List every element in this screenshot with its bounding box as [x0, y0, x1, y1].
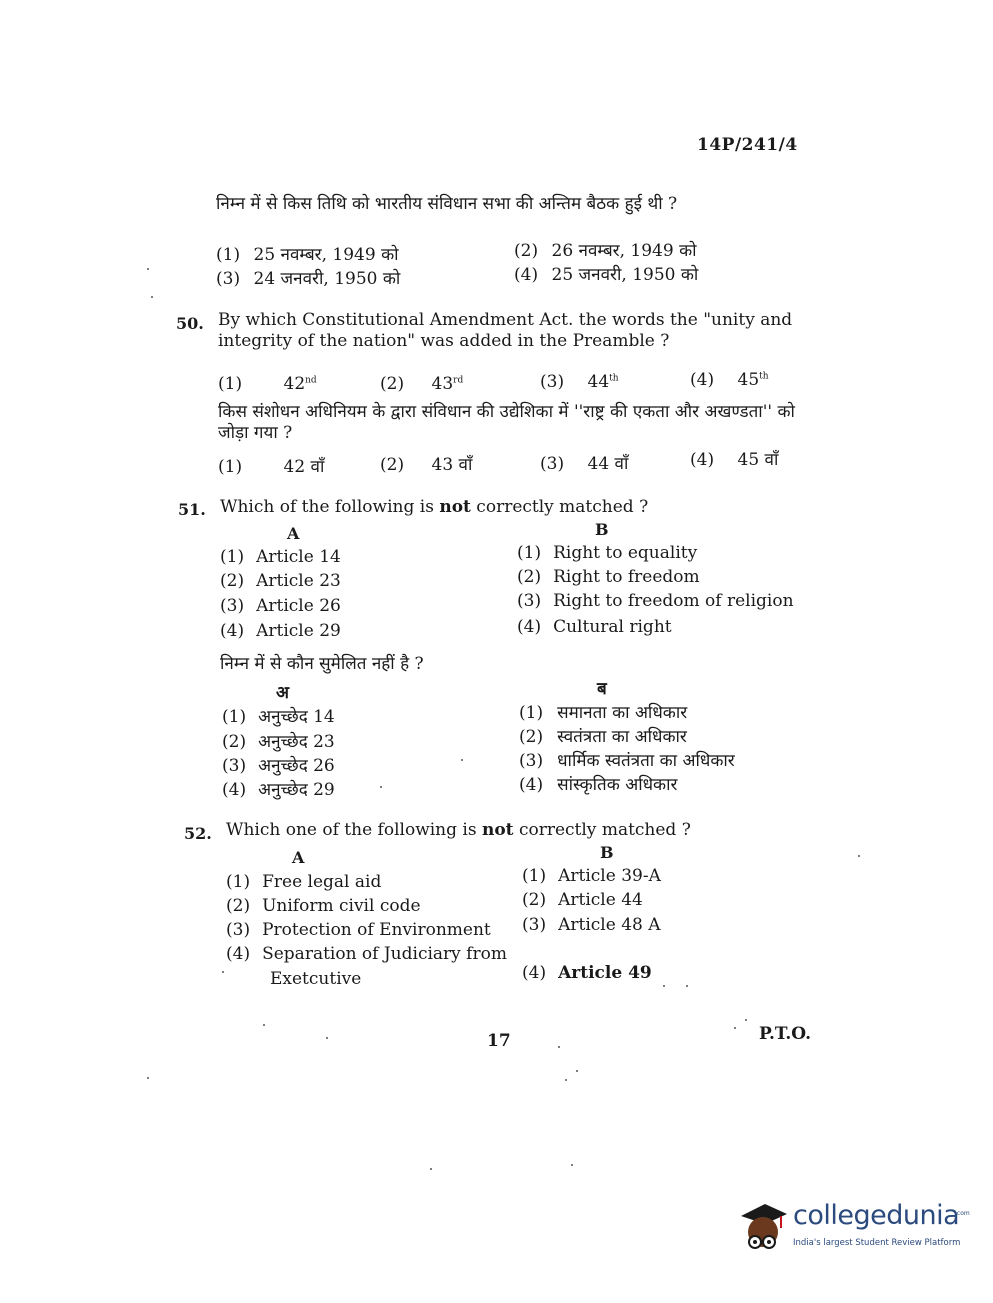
q51-hindi-row-2-b: (2) स्वतंत्रता का अधिकार [519, 727, 687, 747]
q52-row-1-a: (1) Free legal aid [226, 872, 382, 892]
option-number: (1) [218, 457, 243, 477]
q52-row-4-b: (4) Article 49 [522, 963, 652, 983]
option-text: 43 वाँ [431, 455, 473, 475]
option-number: (2) [380, 374, 405, 394]
option-value: 42nd [283, 374, 317, 394]
q52-row-4-a-continued: Exetcutive [270, 969, 362, 989]
option-text: 24 जनवरी, 1950 को [253, 269, 401, 289]
q52-row-2-b: (2) Article 44 [522, 890, 643, 910]
q51-hindi-text: निम्न में से कौन सुमेलित नहीं है ? [220, 654, 424, 674]
option-number: (3) [540, 372, 565, 392]
mascot-icon [735, 1196, 791, 1258]
q50-option-2 [380, 374, 463, 394]
option-text: 44 वाँ [587, 454, 629, 474]
option-number: (4) [514, 265, 539, 285]
q52-column-b-header: B [600, 843, 614, 862]
q51-hindi-column-a-header: अ [276, 683, 289, 703]
q50-option-3 [540, 372, 619, 392]
q50-text: By which Constitutional Amendment Act. the words the "unity and integrity of the nation" was added in the Preamble ? [218, 310, 793, 351]
option-number: (2) [380, 455, 405, 475]
q49-option-1 [216, 242, 399, 265]
q51-hindi-row-1-b: (1) समानता का अधिकार [519, 703, 688, 723]
q50-option-1 [218, 374, 317, 394]
q51-hindi-row-4-a: (4) अनुच्छेद 29 [222, 780, 335, 800]
option-number: (1) [218, 374, 243, 394]
q52-row-3-a: (3) Protection of Environment [226, 920, 491, 940]
q50-hindi-text: किस संशोधन अधिनियम के द्वारा संविधान की उद्येशिका में ''राष्ट्र की एकता और अखण्डता'' को जोड़ा गया ? [218, 402, 795, 443]
option-text: 26 नवम्बर, 1949 को [551, 241, 697, 261]
q49-hindi-text: निम्न में से किस तिथि को भारतीय संविधान सभा की अन्तिम बैठक हुई थी ? [216, 194, 678, 214]
q51-column-a-header: A [287, 524, 300, 543]
q51-row-4-a: (4) Article 29 [220, 621, 341, 641]
option-value: 45th [737, 370, 769, 390]
collegedunia-watermark [735, 1196, 970, 1258]
q51-row-4-b: (4) Cultural right [517, 617, 672, 637]
q51-hindi-row-3-b: (3) धार्मिक स्वतंत्रता का अधिकार [519, 751, 735, 771]
q51-row-3-b: (3) Right to freedom of religion [517, 591, 794, 611]
option-number: (4) [690, 370, 715, 390]
q52-column-a-header: A [292, 848, 305, 867]
q50-hindi-option-2 [380, 452, 472, 475]
q52-row-3-b: (3) Article 48 A [522, 915, 661, 935]
q49-option-4 [514, 262, 698, 285]
q52-number: 52. [184, 824, 212, 843]
q51-hindi-row-3-a: (3) अनुच्छेद 26 [222, 756, 335, 776]
brand-name: collegedunia [793, 1200, 960, 1231]
q51-hindi-column-b-header: ब [597, 679, 607, 699]
option-text: 45 वाँ [737, 450, 779, 470]
option-value: 44th [587, 372, 619, 392]
pto-label: P.T.O. [759, 1024, 811, 1044]
q51-hindi-row-4-b: (4) सांस्कृतिक अधिकार [519, 775, 678, 795]
q51-row-1-b: (1) Right to equality [517, 543, 698, 563]
q50-option-4 [690, 370, 769, 390]
q51-text: Which of the following is not correctly matched ? [220, 497, 649, 517]
q52-row-2-a: (2) Uniform civil code [226, 896, 421, 916]
q51-row-1-a: (1) Article 14 [220, 547, 341, 567]
option-number: (2) [514, 241, 539, 261]
q51-row-3-a: (3) Article 26 [220, 596, 341, 616]
option-number: (3) [216, 269, 241, 289]
q50-hindi-option-4 [690, 447, 778, 470]
q51-hindi-row-1-a: (1) अनुच्छेद 14 [222, 707, 335, 727]
q50-hindi-option-3 [540, 451, 628, 474]
q51-hindi-row-2-a: (2) अनुच्छेद 23 [222, 732, 335, 752]
q49-option-2 [514, 238, 697, 261]
page-number: 17 [487, 1031, 511, 1051]
option-number: (4) [690, 450, 715, 470]
q52-text: Which one of the following is not correctly matched ? [226, 820, 691, 840]
option-value: 43rd [431, 374, 464, 394]
q51-row-2-a: (2) Article 23 [220, 571, 341, 591]
option-text: 25 जनवरी, 1950 को [551, 265, 699, 285]
option-number: (3) [540, 454, 565, 474]
brand-dotcom: .com [955, 1210, 970, 1217]
paper-code: 14P/241/4 [697, 135, 798, 155]
q52-row-1-b: (1) Article 39-A [522, 866, 661, 886]
q50-number: 50. [176, 314, 204, 333]
option-number: (1) [216, 245, 241, 265]
q51-row-2-b: (2) Right to freedom [517, 567, 700, 587]
brand-tagline: India's largest Student Review Platform [793, 1238, 961, 1248]
q52-row-4-a: (4) Separation of Judiciary from [226, 944, 507, 964]
q51-column-b-header: B [595, 520, 609, 539]
option-text: 42 वाँ [283, 457, 325, 477]
q51-number: 51. [178, 500, 206, 519]
q50-hindi-option-1 [218, 454, 324, 477]
option-text: 25 नवम्बर, 1949 को [253, 245, 399, 265]
q49-option-3 [216, 266, 400, 289]
